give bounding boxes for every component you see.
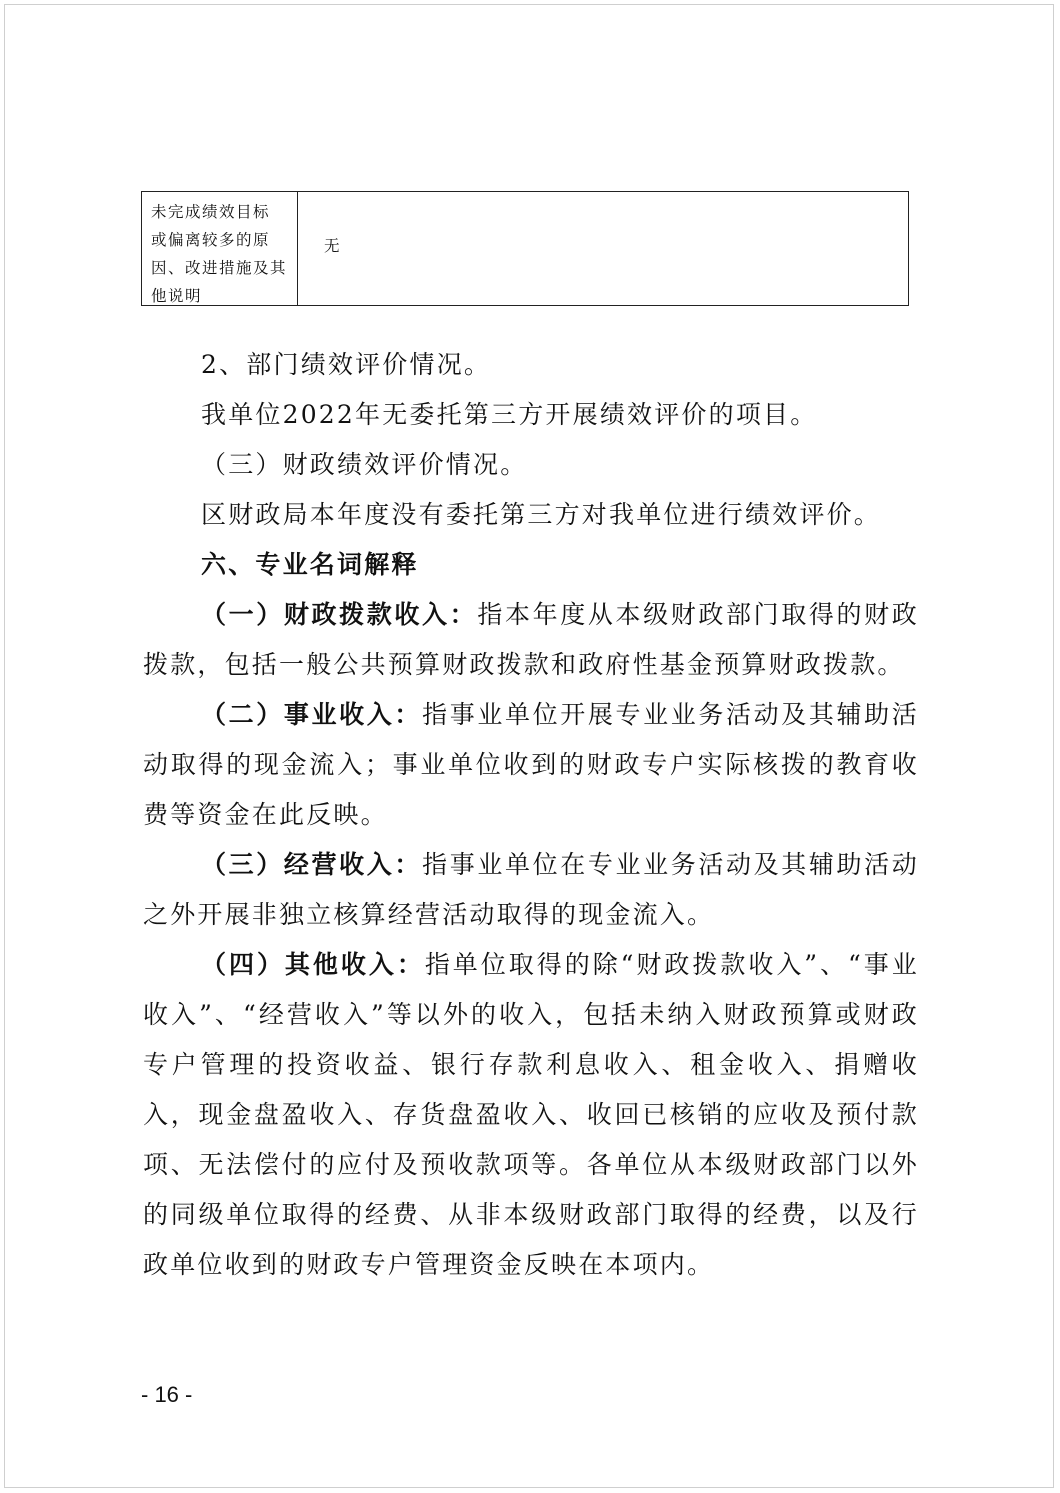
paragraph-text: 指事业单位在专业业务活动及其辅助活动之外开展非独立核算经营活动取得的现金流入。 [143,850,919,929]
body-text [143,340,919,1290]
label-line: 未完成绩效目标 [151,203,271,221]
paragraph [143,390,919,440]
paragraph [143,840,919,940]
paragraph-lead: （四）其他收入： [201,950,425,979]
label-line: 他说明 [151,287,203,305]
paragraph [143,440,919,490]
label-line: 或偏离较多的原 [151,231,271,249]
paragraph [143,590,919,690]
paragraph-text: 2、部门绩效评价情况。 [201,350,492,379]
paragraph-lead: （一）财政拨款收入： [201,600,478,629]
paragraph-lead: （二）事业收入： [201,700,423,729]
paragraph [143,490,919,540]
performance-table [141,191,909,306]
paragraph-text: 指本年度从本级财政部门取得的财政拨款，包括一般公共预算财政拨款和政府性基金预算财政拨款。 [143,600,919,679]
paragraph-lead: 六、专业名词解释 [201,550,419,579]
section-heading [143,540,919,590]
table-value-cell: 无 [324,237,340,255]
paragraph [143,940,919,1290]
paragraph-text: 指单位取得的除“财政拨款收入”、“事业收入”、“经营收入”等以外的收入，包括未纳入财政预算或财政专户管理的投资收益、银行存款利息收入、租金收入、捐赠收入，现金盘盈收入、存货盘盈收入、收回已核销的应收及预付款项、无法偿付的应付及预收款项等。各单位从本级财政部门以外的同级单位取得的经费、从非本级财政部门取得的经费，以及行政单位收到的财政专户管理资金反映在本项内。 [143,950,919,1279]
table-label-cell [142,192,298,305]
paragraph [143,340,919,390]
paragraph-text: （三）财政绩效评价情况。 [201,450,528,479]
paragraph-lead: （三）经营收入： [201,850,423,879]
paragraph-text: 我单位2022年无委托第三方开展绩效评价的项目。 [201,400,818,429]
paragraph-text: 区财政局本年度没有委托第三方对我单位进行绩效评价。 [201,500,882,529]
paragraph-text: 指事业单位开展专业业务活动及其辅助活动取得的现金流入；事业单位收到的财政专户实际核拨的教育收费等资金在此反映。 [143,700,919,829]
page-number: - 16 - [141,1382,193,1407]
label-line: 因、改进措施及其 [151,259,288,277]
paragraph [143,690,919,840]
